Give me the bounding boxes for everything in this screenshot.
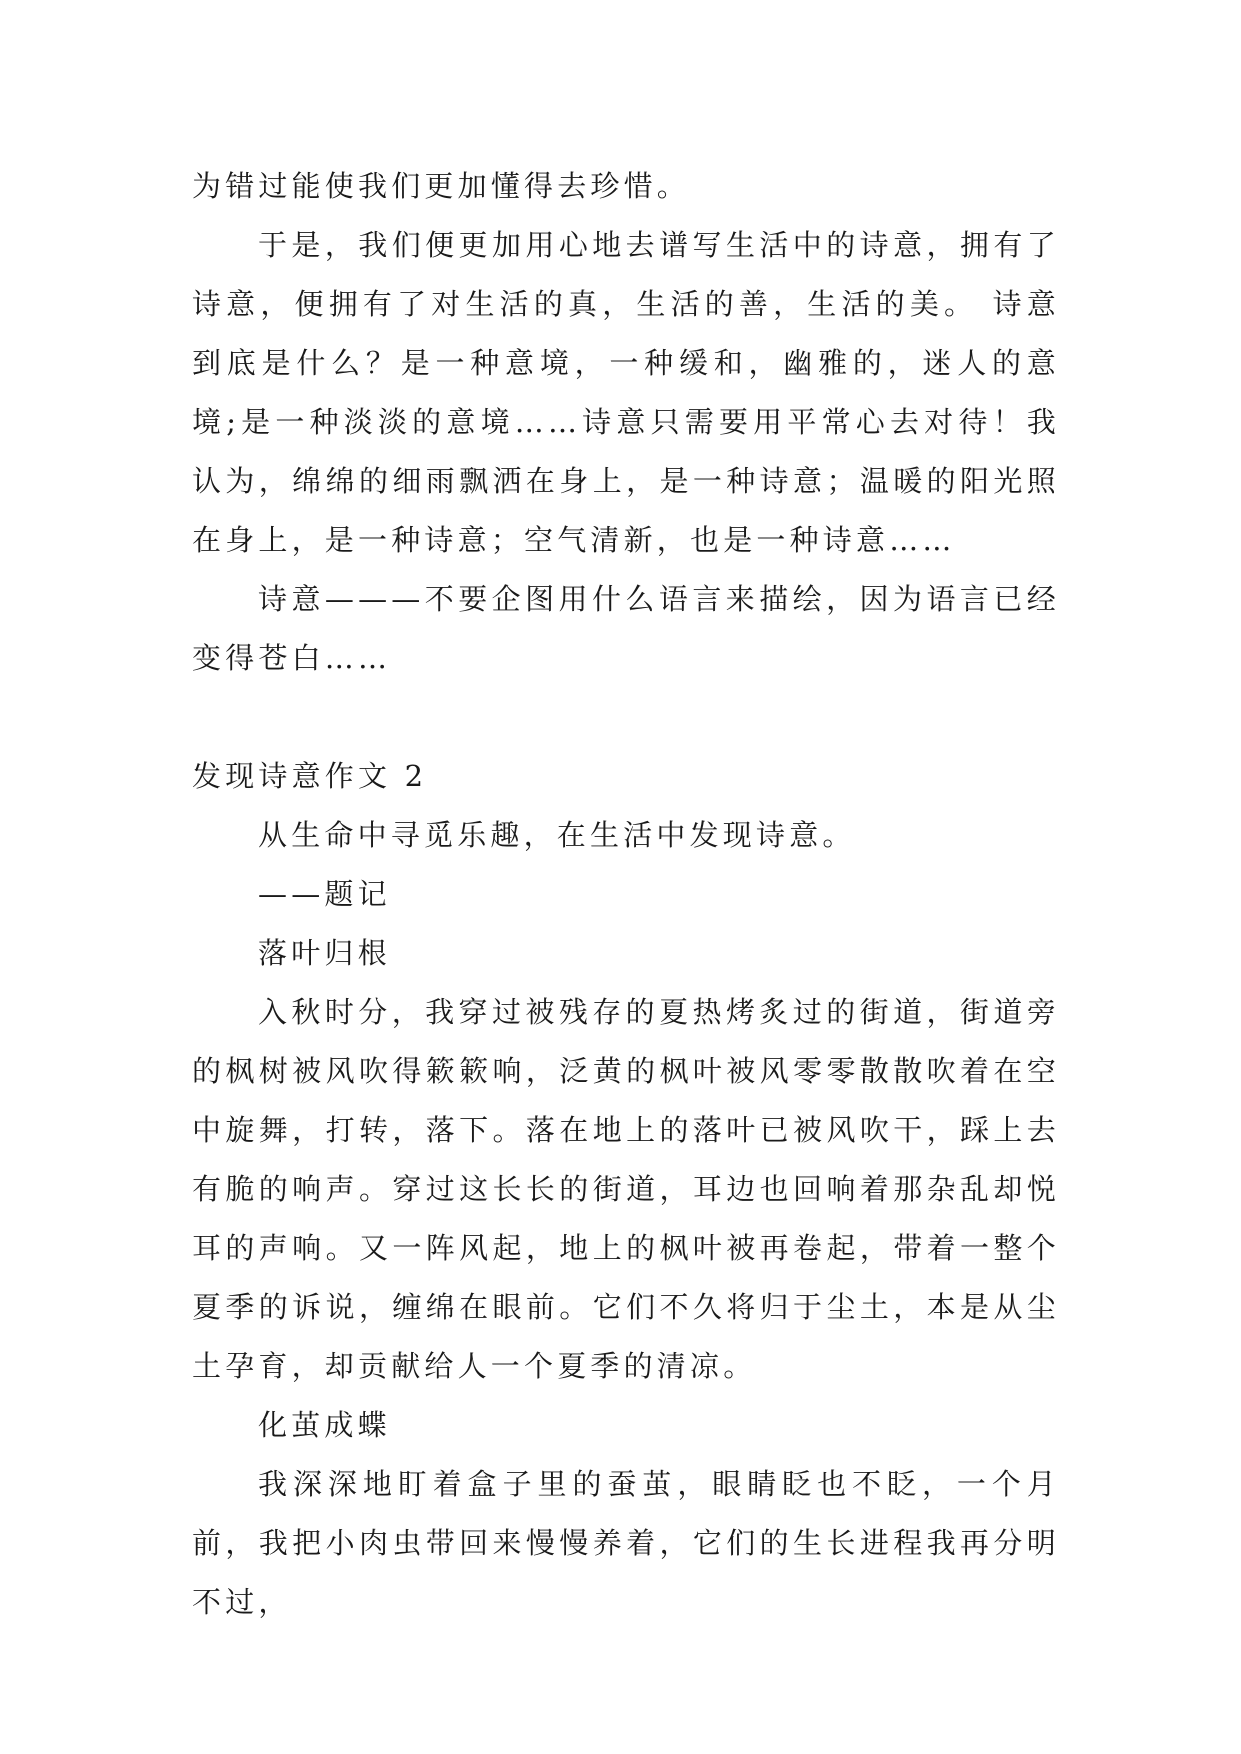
epigraph-attribution: ——题记 (258, 877, 391, 911)
section-title-falling-leaves: 落叶归根 (258, 936, 391, 970)
essay-title: 发现诗意作文 2 (192, 759, 428, 793)
paragraph-poetic-meaning: 于是，我们便更加用心地去谱写生活中的诗意，拥有了诗意，便拥有了对生活的真，生活的善，生活的美。 诗意到底是什么？是一种意境，一种缓和，幽雅的，迷人的意境;是一种淡淡的意境……诗意只需要用平常心去对待！我认为，绵绵的细雨飘洒在身上，是一种诗意；温暖的阳光照在身上，是一种诗意；空气清新，也是一种诗意…… (192, 228, 1060, 557)
paragraph-autumn-street: 入秋时分，我穿过被残存的夏热烤炙过的街道，街道旁的枫树被风吹得簌簌响，泛黄的枫叶被风零零散散吹着在空中旋舞，打转，落下。落在地上的落叶已被风吹干，踩上去有脆的响声。穿过这长长的街道，耳边也回响着那杂乱却悦耳的声响。又一阵风起，地上的枫叶被再卷起，带着一整个夏季的诉说，缠绵在眼前。它们不久将归于尘土，本是从尘土孕育，却贡献给人一个夏季的清凉。 (192, 995, 1060, 1383)
paragraph-language-pale: 诗意———不要企图用什么语言来描绘，因为语言已经变得苍白…… (192, 582, 1060, 675)
section-title-butterfly: 化茧成蝶 (258, 1408, 391, 1442)
paragraph-silkworm: 我深深地盯着盒子里的蚕茧，眼睛眨也不眨，一个月前，我把小肉虫带回来慢慢养着，它们的生长进程我再分明不过， (192, 1467, 1060, 1619)
document-page (192, 157, 1060, 1632)
paragraph-continuation: 为错过能使我们更加懂得去珍惜。 (192, 169, 691, 203)
epigraph: 从生命中寻觅乐趣，在生活中发现诗意。 (258, 818, 856, 852)
